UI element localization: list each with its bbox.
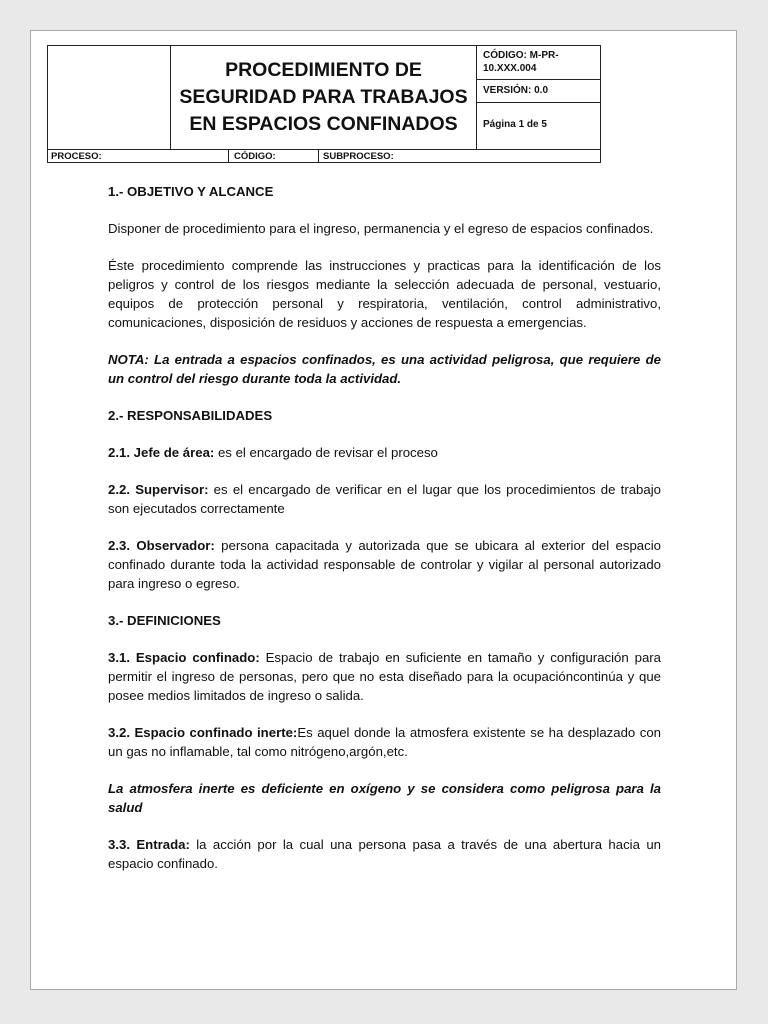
section-1-note: NOTA: La entrada a espacios confinados, es una actividad peligrosa, que requiere de un control del riesgo durante toda la actividad. [108, 352, 661, 386]
document-page [30, 30, 737, 990]
definition-3-1-label: 3.1. Espacio confinado: [108, 650, 260, 665]
code-line-1: CÓDIGO: M-PR- [483, 50, 559, 61]
codigo-label: CÓDIGO: [234, 151, 276, 162]
section-3-heading: 3.- DEFINICIONES [108, 613, 221, 628]
definition-3-3-text: la acción por la cual una persona pasa a través de una abertura hacia un espacio confinado. [108, 837, 661, 871]
title-line-3: EN ESPACIOS CONFINADOS [189, 113, 458, 135]
section-3-note: La atmosfera inerte es deficiente en oxígeno y se considera como peligrosa para la salud [108, 781, 661, 815]
proceso-label: PROCESO: [51, 151, 102, 162]
row-divider [318, 150, 319, 163]
subproceso-label: SUBPROCESO: [323, 151, 394, 162]
definition-3-1 [108, 648, 661, 705]
document-code-cell [476, 45, 601, 80]
definition-3-2 [108, 723, 661, 761]
definition-2-1-label: 2.1. Jefe de área: [108, 445, 215, 460]
definition-3-1-text: Espacio de trabajo en suficiente en tamaño y configuración para permitir el ingreso de personas, pero que no esta diseñado para la ocupacióncontinúa y que posee medios limitados de ingreso o salida. [108, 650, 662, 703]
document-header-table [47, 45, 601, 163]
definition-2-1-text: es el encargado de revisar el proceso [214, 445, 438, 460]
logo-cell [47, 45, 171, 150]
code-line-2: 10.XXX.004 [483, 63, 537, 74]
section-2-heading: 2.- RESPONSABILIDADES [108, 408, 273, 423]
section-1-paragraph-1: Disponer de procedimiento para el ingreso, permanencia y el egreso de espacios confinados. [108, 221, 654, 236]
document-body [108, 182, 661, 891]
title-line-1: PROCEDIMIENTO DE [225, 59, 422, 81]
section-1-paragraph-2: Éste procedimiento comprende las instrucciones y practicas para la identificación de los peligros y control de los riesgos mediante la selección adecuada de personal, vestuario, equipos de protección personal y respiratoria, ventilación, control administrativo, comunicaciones, disposición de residuos y acciones de respuesta a emergencias. [108, 258, 661, 330]
definition-2-3-text: persona capacitada y autorizada que se ubicara al exterior del espacio confinado durante toda la actividad responsable de controlar y vigilar al personal autorizado para ingreso o egreso. [108, 538, 662, 591]
page-number-cell: Página 1 de 5 [476, 102, 601, 150]
title-line-2: SEGURIDAD PARA TRABAJOS [179, 86, 468, 108]
definition-2-3-label: 2.3. Observador: [108, 538, 215, 553]
definition-2-3 [108, 536, 661, 593]
definition-3-3 [108, 835, 661, 873]
definition-3-2-label: 3.2. Espacio confinado inerte: [108, 725, 298, 740]
definition-2-2 [108, 480, 661, 518]
process-row [47, 149, 601, 163]
definition-2-2-text: es el encargado de verificar en el lugar que los procedimientos de trabajo son ejecutados correctamente [108, 482, 661, 516]
section-1-heading: 1.- OBJETIVO Y ALCANCE [108, 184, 274, 199]
definition-3-3-label: 3.3. Entrada: [108, 837, 190, 852]
definition-3-2-text: Es aquel donde la atmosfera existente se ha desplazado con un gas no inflamable, tal como nitrógeno,argón,etc. [108, 725, 661, 759]
definition-2-2-label: 2.2. Supervisor: [108, 482, 209, 497]
row-divider [228, 150, 229, 163]
definition-2-1 [108, 443, 661, 462]
document-version-cell: VERSIÓN: 0.0 [476, 79, 601, 103]
document-title [170, 45, 477, 150]
